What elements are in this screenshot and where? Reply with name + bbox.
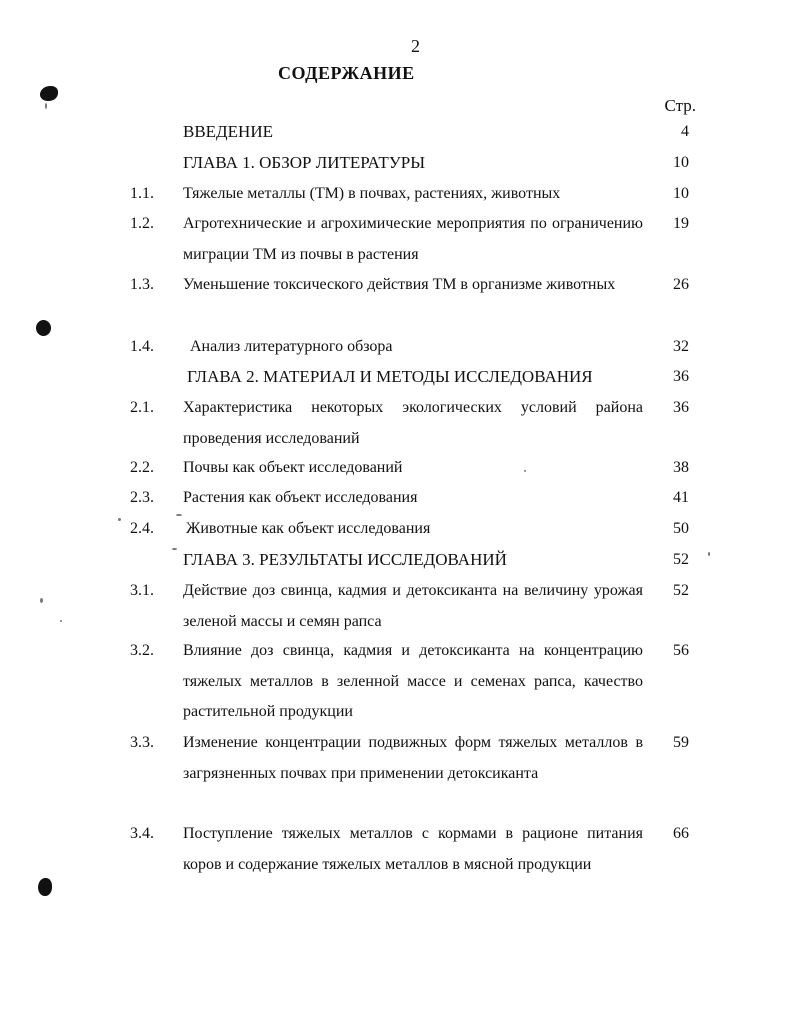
page-number: 2 xyxy=(411,36,420,56)
toc-entry-number: 3.3. xyxy=(130,734,154,751)
toc-entry-page: 59 xyxy=(673,734,689,751)
toc-entry-title: ГЛАВА 3. РЕЗУЛЬТАТЫ ИССЛЕДОВАНИЙ xyxy=(183,550,507,569)
scan-speck xyxy=(172,548,177,550)
toc-entry-page: 41 xyxy=(673,489,689,506)
toc-entry-page: 10 xyxy=(673,185,689,202)
toc-entry-number: 2.3. xyxy=(130,489,154,506)
toc-entry-number: 1.4. xyxy=(130,338,154,355)
toc-entry-title: ГЛАВА 2. МАТЕРИАЛ И МЕТОДЫ ИССЛЕДОВАНИЯ xyxy=(187,367,593,386)
toc-entry-page: 32 xyxy=(673,338,689,355)
toc-entry-number: 3.2. xyxy=(130,642,154,659)
toc-entry-number: 3.1. xyxy=(130,582,154,599)
toc-entry-title: Влияние доз свинца, кадмия и детоксиканта на концентрацию тяжелых металлов в зеленной массе и семенах рапса, качество растительной продукции xyxy=(183,642,643,720)
toc-entry-page: 50 xyxy=(673,520,689,537)
toc-entry-page: 19 xyxy=(673,215,689,232)
toc-entry-title: ВВЕДЕНИЕ xyxy=(183,122,273,141)
page-title: СОДЕРЖАНИЕ xyxy=(278,63,415,83)
scan-speck xyxy=(60,620,62,622)
toc-entry-title: Поступление тяжелых металлов с кормами в рационе питания коров и содержание тяжелых металлов в мясной продукции xyxy=(183,825,643,873)
toc-entry-title: Почвы как объект исследований xyxy=(183,459,403,476)
toc-entry-page: 52 xyxy=(673,551,689,568)
toc-entry-number: 1.1. xyxy=(130,185,154,202)
toc-entry-title: Изменение концентрации подвижных форм тяжелых металлов в загрязненных почвах при применении детоксиканта xyxy=(183,734,643,782)
toc-entry-page: 66 xyxy=(673,825,689,842)
toc-entry-page: 56 xyxy=(673,642,689,659)
toc-entry-title: Характеристика некоторых экологических условий района проведения исследований xyxy=(183,399,643,447)
scan-speck xyxy=(524,470,526,472)
scan-blot xyxy=(36,320,51,336)
toc-entry-title: Уменьшение токсического действия ТМ в организме животных xyxy=(183,276,616,293)
toc-entry-page: 36 xyxy=(673,368,689,385)
scan-speck xyxy=(118,518,121,521)
toc-entry-page: 10 xyxy=(673,154,689,171)
scan-speck xyxy=(176,514,182,516)
toc-entry-title: Агротехнические и агрохимические мероприятия по ограничению миграции ТМ из почвы в растения xyxy=(183,215,643,263)
toc-entry-number: 2.4. xyxy=(130,520,154,537)
toc-entry-number: 1.2. xyxy=(130,215,154,232)
scan-speck xyxy=(45,103,47,109)
toc-entry-page: 36 xyxy=(673,399,689,416)
toc-entry-number: 2.2. xyxy=(130,459,154,476)
scan-speck xyxy=(40,598,43,603)
toc-entry-number: 1.3. xyxy=(130,276,154,293)
toc-entry-page: 26 xyxy=(673,276,689,293)
scan-blot xyxy=(40,86,58,101)
scan-blot xyxy=(38,878,52,896)
pages-column-label: Стр. xyxy=(664,96,696,115)
toc-entry-number: 2.1. xyxy=(130,399,154,416)
toc-entry-page: 38 xyxy=(673,459,689,476)
toc-entry-page: 4 xyxy=(681,123,689,140)
scan-speck xyxy=(708,552,710,556)
toc-entry-title: Животные как объект исследования xyxy=(186,520,431,537)
toc-entry-title: Растения как объект исследования xyxy=(183,489,418,506)
toc-entry-number: 3.4. xyxy=(130,825,154,842)
toc-entry-title: Тяжелые металлы (ТМ) в почвах, растениях, животных xyxy=(183,185,561,202)
toc-entry-title: Анализ литературного обзора xyxy=(190,338,393,355)
toc-entry-title: Действие доз свинца, кадмия и детоксиканта на величину урожая зеленой массы и семян рапса xyxy=(183,582,643,630)
toc-entry-title: ГЛАВА 1. ОБЗОР ЛИТЕРАТУРЫ xyxy=(183,153,426,172)
toc-entry-page: 52 xyxy=(673,582,689,599)
